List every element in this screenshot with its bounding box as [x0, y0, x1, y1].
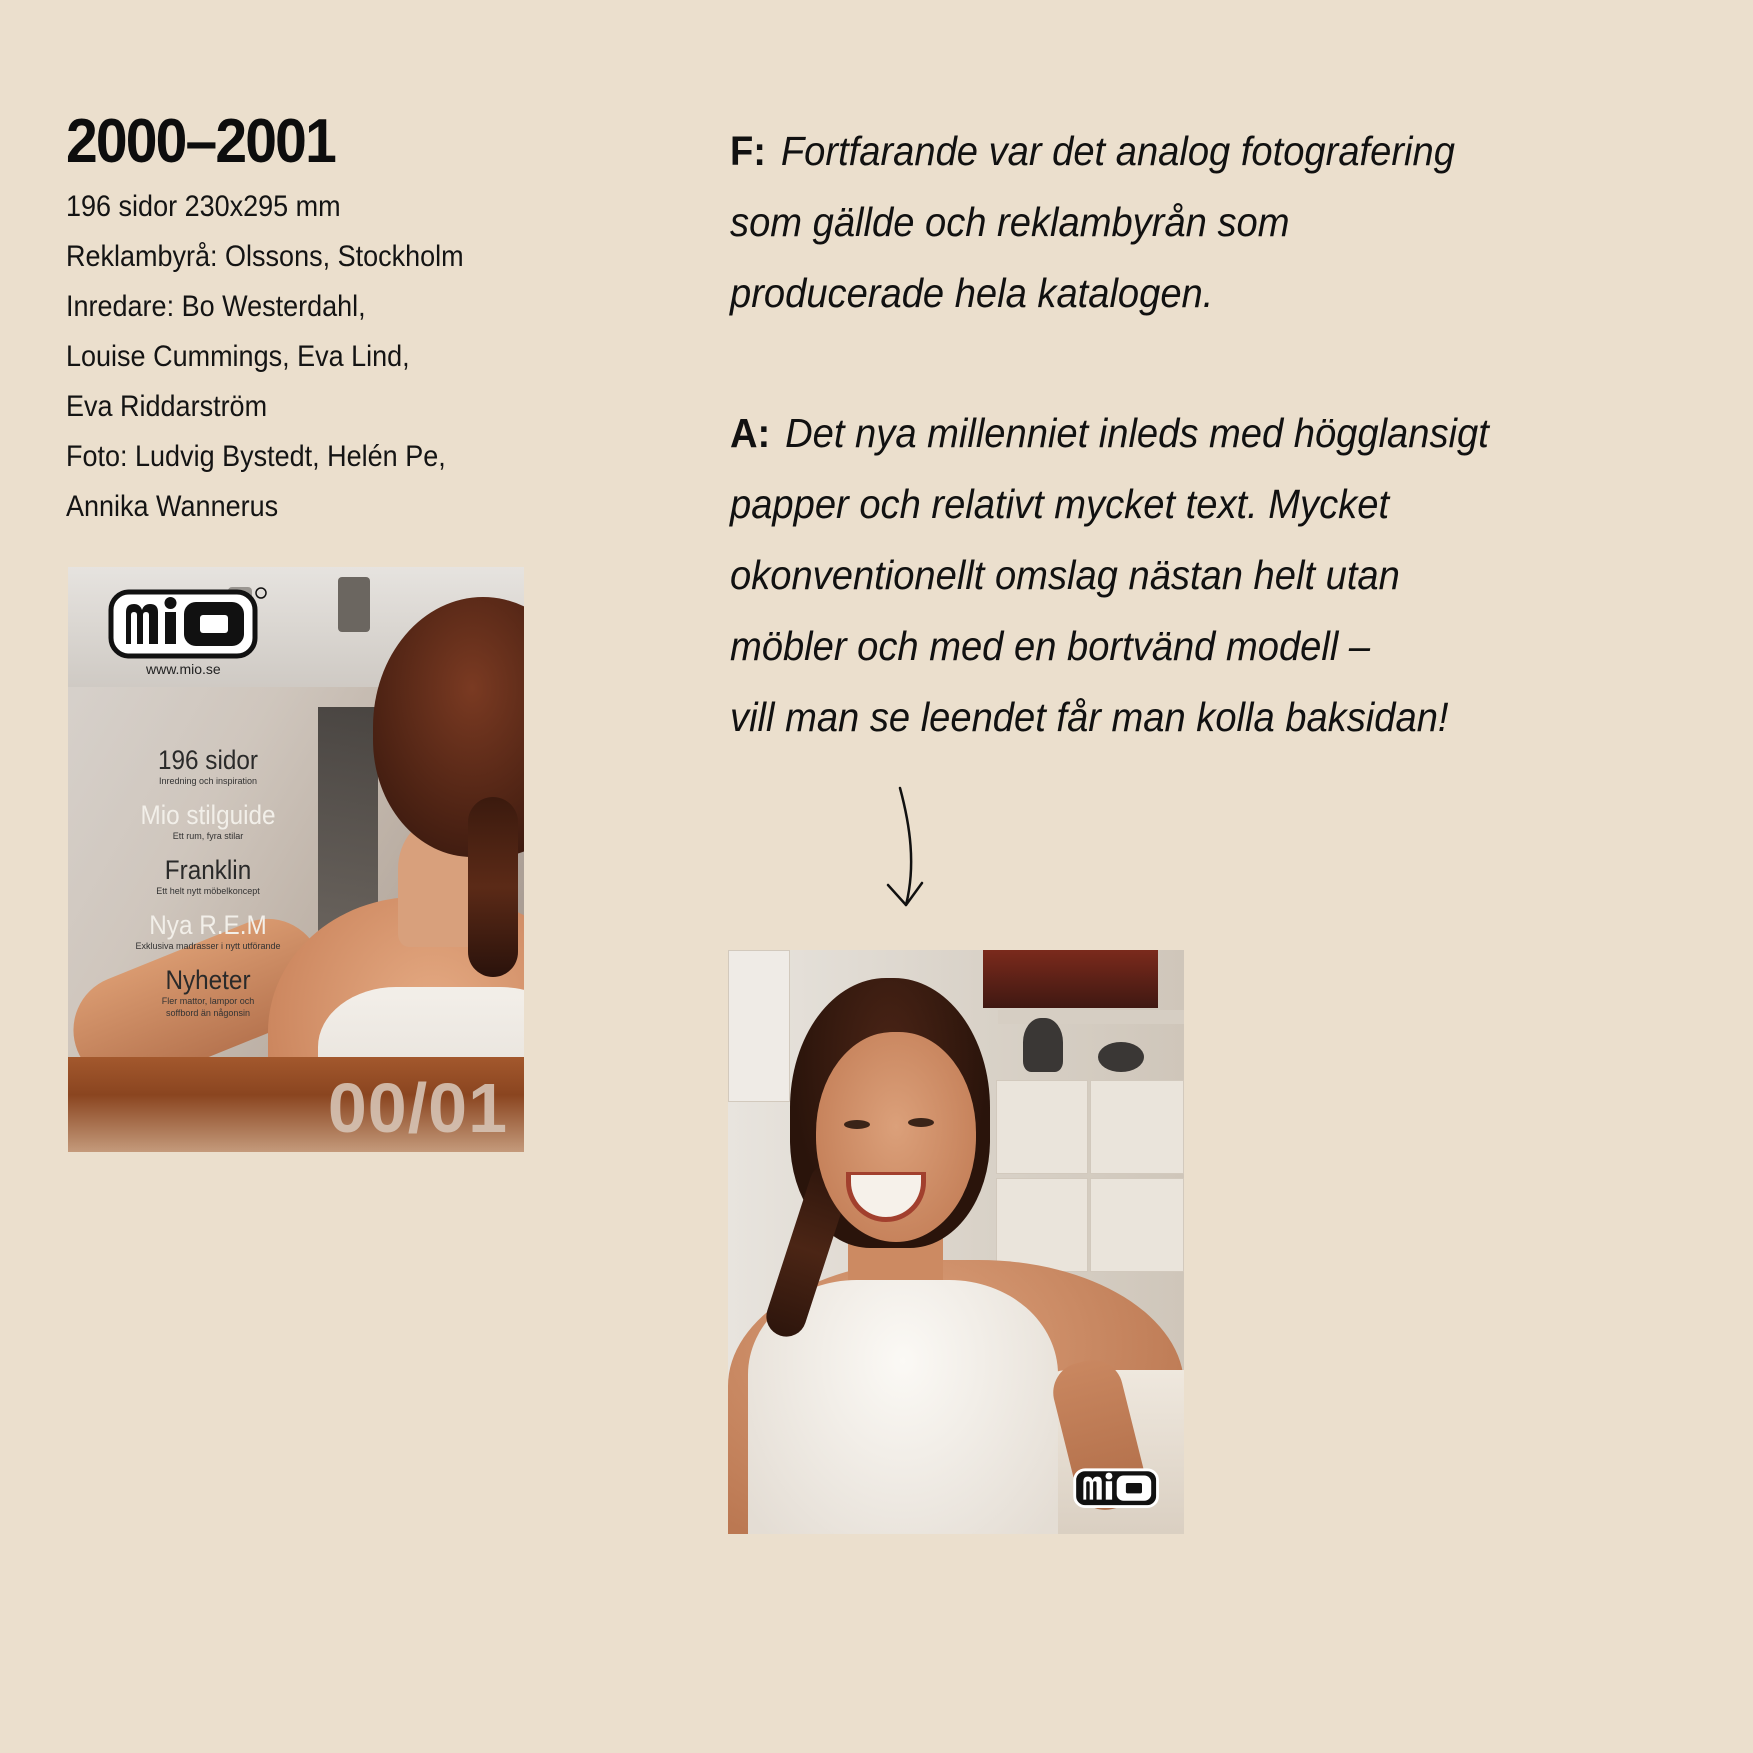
cover-issue-number: 00/01	[327, 1069, 508, 1147]
shelf-board	[998, 1010, 1184, 1024]
mio-logo-icon	[1072, 1464, 1166, 1510]
a-prefix: A:	[730, 410, 771, 456]
shelf-vase	[1023, 1018, 1063, 1072]
shelf-box	[1090, 1178, 1184, 1272]
cover-headline: Mio stilguide	[140, 800, 276, 830]
f-answer-line	[730, 116, 1567, 187]
f-answer-text: Fortfarande var det analog fotografering	[780, 128, 1455, 174]
shelf-textile	[983, 950, 1158, 1008]
cover-headline: Franklin	[164, 855, 252, 885]
f-answer-line: som gällde och reklambyrån som	[730, 199, 1290, 245]
meta-line-stylists-2: Louise Cummings, Eva Lind,	[66, 340, 410, 373]
meta-line-agency: Reklambyrå: Olssons, Stockholm	[66, 240, 464, 273]
f-answer	[730, 116, 1630, 329]
cover-subline: Exklusiva madrasser i nytt utförande	[135, 941, 281, 951]
a-answer-line: möbler och med en bortvänd modell –	[730, 623, 1371, 669]
a-answer-line: papper och relativt mycket text. Mycket	[730, 481, 1390, 527]
shelf-object	[338, 577, 370, 632]
catalog-info	[66, 108, 586, 532]
cover-url: www.mio.se	[146, 661, 221, 677]
model-eye	[844, 1120, 870, 1129]
cover-headline: Nya R.E.M	[149, 910, 267, 940]
f-answer-line: producerade hela katalogen.	[730, 270, 1214, 316]
arrow-down-icon	[880, 785, 940, 915]
a-answer-line	[730, 398, 1567, 469]
shelf-box	[996, 1178, 1088, 1272]
cover-subline: Ett rum, fyra stilar	[172, 831, 244, 841]
cover-headline: Nyheter	[165, 965, 251, 995]
a-answer-line: vill man se leendet får man kolla baksidan!	[730, 694, 1449, 740]
model-braid	[468, 797, 518, 977]
f-prefix: F:	[730, 128, 766, 174]
meta-line-pages: 196 sidor 230x295 mm	[66, 190, 341, 223]
a-answer-text: Det nya millenniet inleds med högglansigt	[785, 410, 1489, 456]
shelf-box	[996, 1080, 1088, 1174]
cover-subline: Fler mattor, lampor och soffbord än någonsin	[161, 996, 255, 1018]
meta-line-stylists-1: Inredare: Bo Westerdahl,	[66, 290, 366, 323]
cover-headlines	[108, 745, 308, 1032]
model-eye	[908, 1118, 934, 1127]
shelf-object	[728, 950, 790, 1102]
shelf-bowl	[1098, 1042, 1144, 1072]
meta-line-stylists-3: Eva Riddarström	[66, 390, 268, 423]
meta-line-photo-1: Foto: Ludvig Bystedt, Helén Pe,	[66, 440, 446, 473]
front-cover-image	[68, 567, 524, 1152]
mio-logo-icon	[108, 582, 268, 662]
cover-subline: Inredning och inspiration	[158, 776, 258, 786]
meta-list	[66, 182, 586, 532]
year-heading: 2000–2001	[66, 107, 335, 176]
a-answer	[730, 398, 1630, 753]
cover-subline: Ett helt nytt möbelkoncept	[156, 886, 260, 896]
meta-line-photo-2: Annika Wannerus	[66, 490, 279, 523]
cover-headline: 196 sidor	[158, 745, 258, 775]
a-answer-line: okonventionellt omslag nästan helt utan	[730, 552, 1400, 598]
back-cover-image	[728, 950, 1184, 1534]
shelf-box	[1090, 1080, 1184, 1174]
